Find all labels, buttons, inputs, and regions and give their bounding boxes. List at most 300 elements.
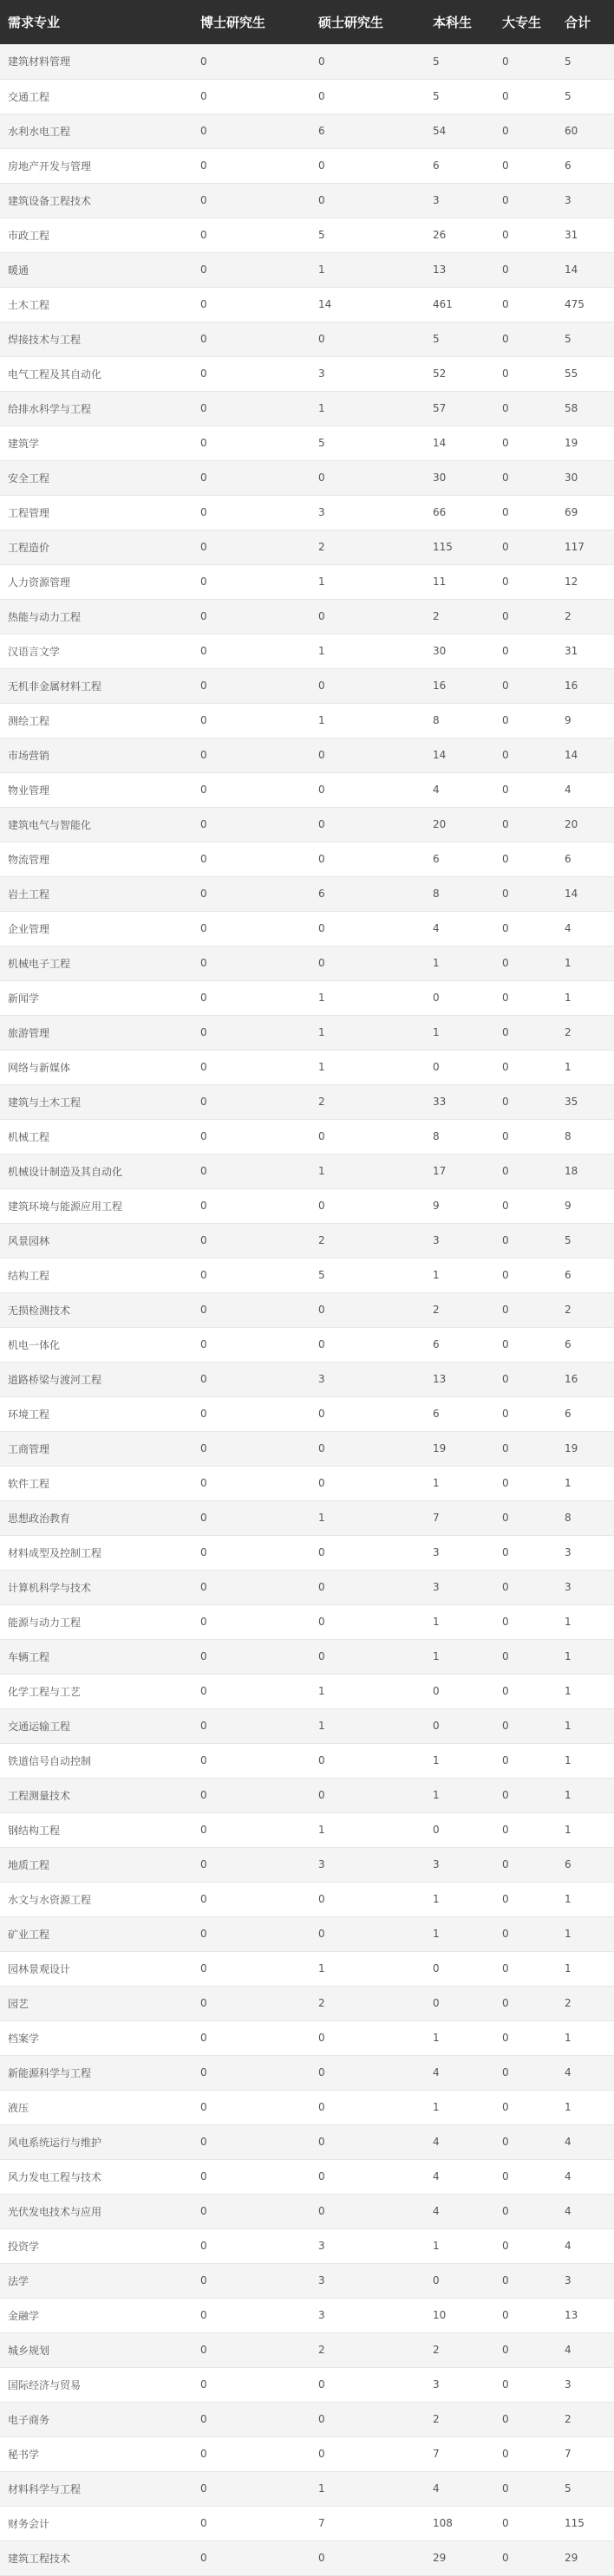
cell-major: 档案学 [0,2020,200,2055]
table-row [0,2159,614,2194]
table-row [0,738,614,772]
cell-master: 0 [318,1882,433,1916]
cell-phd: 0 [200,2194,318,2228]
cell-phd: 0 [200,1188,318,1223]
cell-phd: 0 [200,1050,318,1084]
cell-phd: 0 [200,391,318,426]
cell-master: 0 [318,1188,433,1223]
cell-college: 0 [502,1951,565,1986]
cell-phd: 0 [200,79,318,114]
cell-bachelor: 7 [433,1500,502,1535]
cell-college: 0 [502,530,565,564]
cell-total: 2 [565,1986,614,2020]
cell-college: 0 [502,807,565,842]
table-row [0,807,614,842]
cell-college: 0 [502,2298,565,2332]
cell-master: 0 [318,1743,433,1778]
cell-total: 3 [565,1535,614,1570]
cell-phd: 0 [200,772,318,807]
cell-major: 测绘工程 [0,703,200,738]
cell-college: 0 [502,2436,565,2471]
table-row [0,218,614,252]
cell-phd: 0 [200,2263,318,2298]
cell-bachelor: 0 [433,1812,502,1847]
cell-college: 0 [502,2402,565,2436]
cell-total: 1 [565,1050,614,1084]
cell-master: 1 [318,1951,433,1986]
cell-college: 0 [502,1258,565,1292]
cell-major: 计算机科学与技术 [0,1570,200,1604]
cell-total: 60 [565,114,614,148]
cell-total: 58 [565,391,614,426]
cell-master: 0 [318,668,433,703]
table-row [0,1500,614,1535]
cell-college: 0 [502,946,565,980]
cell-total: 16 [565,1362,614,1396]
table-row [0,1258,614,1292]
cell-major: 园艺 [0,1986,200,2020]
cell-major: 安全工程 [0,460,200,495]
cell-bachelor: 1 [433,946,502,980]
cell-master: 0 [318,1535,433,1570]
cell-master: 1 [318,634,433,668]
cell-major: 软件工程 [0,1466,200,1500]
cell-major: 网络与新媒体 [0,1050,200,1084]
cell-college: 0 [502,218,565,252]
cell-bachelor: 30 [433,460,502,495]
table-row [0,911,614,946]
cell-college: 0 [502,356,565,391]
cell-bachelor: 16 [433,668,502,703]
cell-bachelor: 3 [433,1535,502,1570]
cell-master: 0 [318,946,433,980]
cell-major: 建筑设备工程技术 [0,183,200,218]
cell-major: 投资学 [0,2228,200,2263]
cell-phd: 0 [200,876,318,911]
cell-total: 1 [565,946,614,980]
cell-phd: 0 [200,2367,318,2402]
cell-total: 5 [565,44,614,79]
cell-total: 1 [565,1466,614,1500]
cell-master: 0 [318,44,433,79]
table-row [0,2228,614,2263]
cell-bachelor: 33 [433,1084,502,1119]
cell-master: 0 [318,2020,433,2055]
cell-master: 0 [318,148,433,183]
cell-total: 6 [565,1396,614,1431]
table-row [0,1743,614,1778]
table-row [0,1223,614,1258]
table-row [0,2298,614,2332]
cell-total: 16 [565,668,614,703]
cell-bachelor: 6 [433,148,502,183]
cell-bachelor: 52 [433,356,502,391]
cell-bachelor: 1 [433,2020,502,2055]
cell-total: 14 [565,876,614,911]
cell-major: 建筑学 [0,426,200,460]
cell-bachelor: 13 [433,1362,502,1396]
cell-college: 0 [502,391,565,426]
cell-college: 0 [502,1882,565,1916]
cell-phd: 0 [200,2124,318,2159]
cell-bachelor: 2 [433,599,502,634]
cell-college: 0 [502,1916,565,1951]
cell-phd: 0 [200,1986,318,2020]
cell-college: 0 [502,703,565,738]
cell-phd: 0 [200,356,318,391]
cell-major: 园林景观设计 [0,1951,200,1986]
cell-bachelor: 0 [433,980,502,1015]
cell-college: 0 [502,183,565,218]
cell-major: 岩土工程 [0,876,200,911]
cell-major: 建筑工程技术 [0,2540,200,2575]
cell-college: 0 [502,1500,565,1535]
cell-total: 1 [565,1916,614,1951]
cell-college: 0 [502,79,565,114]
cell-college: 0 [502,634,565,668]
cell-college: 0 [502,911,565,946]
cell-college: 0 [502,2506,565,2540]
cell-college: 0 [502,1327,565,1362]
table-row [0,634,614,668]
header-total: 合计 [565,15,591,30]
cell-total: 1 [565,1778,614,1812]
cell-bachelor: 29 [433,2540,502,2575]
cell-major: 房地产开发与管理 [0,148,200,183]
cell-major: 风力发电工程与技术 [0,2159,200,2194]
table-row [0,44,614,79]
cell-college: 0 [502,1570,565,1604]
header-phd: 博士研究生 [200,15,266,30]
cell-master: 1 [318,1154,433,1188]
cell-major: 企业管理 [0,911,200,946]
table-row [0,114,614,148]
cell-bachelor: 17 [433,1154,502,1188]
cell-master: 0 [318,322,433,356]
cell-college: 0 [502,1223,565,1258]
cell-master: 2 [318,2332,433,2367]
table-row [0,2506,614,2540]
table-row [0,2263,614,2298]
table-row [0,564,614,599]
cell-major: 液压 [0,2090,200,2124]
cell-phd: 0 [200,1292,318,1327]
cell-total: 1 [565,1639,614,1674]
table-row [0,1570,614,1604]
cell-phd: 0 [200,1570,318,1604]
cell-master: 0 [318,1119,433,1154]
cell-college: 0 [502,1778,565,1812]
cell-master: 0 [318,772,433,807]
cell-total: 20 [565,807,614,842]
cell-college: 0 [502,495,565,530]
cell-college: 0 [502,2194,565,2228]
cell-college: 0 [502,1674,565,1708]
table-row [0,148,614,183]
cell-total: 9 [565,703,614,738]
cell-major: 材料成型及控制工程 [0,1535,200,1570]
cell-phd: 0 [200,2540,318,2575]
cell-major: 工程测量技术 [0,1778,200,1812]
cell-total: 31 [565,634,614,668]
cell-bachelor: 26 [433,218,502,252]
cell-bachelor: 8 [433,876,502,911]
cell-bachelor: 0 [433,1050,502,1084]
cell-major: 光伏发电技术与应用 [0,2194,200,2228]
cell-bachelor: 11 [433,564,502,599]
cell-master: 0 [318,1396,433,1431]
cell-total: 31 [565,218,614,252]
cell-bachelor: 461 [433,287,502,322]
cell-bachelor: 0 [433,1986,502,2020]
cell-college: 0 [502,287,565,322]
cell-bachelor: 4 [433,772,502,807]
cell-major: 土木工程 [0,287,200,322]
cell-total: 1 [565,1951,614,1986]
cell-bachelor: 1 [433,2228,502,2263]
cell-major: 电气工程及其自动化 [0,356,200,391]
cell-total: 6 [565,1847,614,1882]
table-row [0,1708,614,1743]
cell-major: 建筑环境与能源应用工程 [0,1188,200,1223]
cell-total: 9 [565,1188,614,1223]
header-major: 需求专业 [8,15,61,30]
cell-major: 风景园林 [0,1223,200,1258]
cell-college: 0 [502,114,565,148]
cell-phd: 0 [200,287,318,322]
cell-phd: 0 [200,1847,318,1882]
cell-master: 6 [318,876,433,911]
cell-bachelor: 108 [433,2506,502,2540]
cell-phd: 0 [200,1674,318,1708]
cell-major: 水文与水资源工程 [0,1882,200,1916]
cell-bachelor: 4 [433,2055,502,2090]
cell-phd: 0 [200,114,318,148]
cell-college: 0 [502,1431,565,1466]
cell-major: 国际经济与贸易 [0,2367,200,2402]
cell-major: 思想政治教育 [0,1500,200,1535]
cell-total: 2 [565,599,614,634]
cell-major: 建筑与土木工程 [0,1084,200,1119]
cell-total: 3 [565,1570,614,1604]
table-row [0,2055,614,2090]
cell-college: 0 [502,1743,565,1778]
cell-bachelor: 1 [433,1916,502,1951]
table-row [0,2194,614,2228]
table-row [0,79,614,114]
cell-total: 1 [565,1882,614,1916]
table-row [0,1119,614,1154]
cell-college: 0 [502,1362,565,1396]
cell-phd: 0 [200,1258,318,1292]
cell-total: 4 [565,911,614,946]
cell-major: 无损检测技术 [0,1292,200,1327]
cell-phd: 0 [200,1778,318,1812]
cell-phd: 0 [200,148,318,183]
cell-phd: 0 [200,460,318,495]
cell-phd: 0 [200,1882,318,1916]
cell-master: 1 [318,564,433,599]
table-row [0,1812,614,1847]
cell-phd: 0 [200,1396,318,1431]
cell-major: 汉语言文学 [0,634,200,668]
cell-total: 1 [565,2020,614,2055]
cell-total: 117 [565,530,614,564]
cell-total: 14 [565,252,614,287]
cell-phd: 0 [200,2055,318,2090]
table-row [0,460,614,495]
header-college: 大专生 [502,15,542,30]
cell-major: 市场营销 [0,738,200,772]
cell-master: 0 [318,599,433,634]
table-row [0,2402,614,2436]
cell-major: 水利水电工程 [0,114,200,148]
cell-master: 14 [318,287,433,322]
cell-total: 5 [565,2471,614,2506]
cell-phd: 0 [200,807,318,842]
cell-major: 建筑材料管理 [0,44,200,79]
cell-master: 0 [318,2540,433,2575]
cell-college: 0 [502,2332,565,2367]
cell-bachelor: 4 [433,2471,502,2506]
cell-bachelor: 54 [433,114,502,148]
cell-phd: 0 [200,599,318,634]
cell-bachelor: 4 [433,911,502,946]
cell-major: 热能与动力工程 [0,599,200,634]
cell-total: 2 [565,2402,614,2436]
cell-total: 6 [565,1327,614,1362]
cell-master: 1 [318,2471,433,2506]
cell-phd: 0 [200,1431,318,1466]
cell-college: 0 [502,1986,565,2020]
cell-phd: 0 [200,634,318,668]
cell-phd: 0 [200,1119,318,1154]
cell-college: 0 [502,460,565,495]
table-row [0,1986,614,2020]
cell-college: 0 [502,2020,565,2055]
table-row [0,1466,614,1500]
table-row [0,599,614,634]
cell-phd: 0 [200,1812,318,1847]
cell-master: 1 [318,1050,433,1084]
cell-phd: 0 [200,2159,318,2194]
cell-college: 0 [502,1154,565,1188]
cell-master: 0 [318,911,433,946]
table-row [0,1050,614,1084]
cell-phd: 0 [200,1223,318,1258]
cell-college: 0 [502,1119,565,1154]
cell-phd: 0 [200,2506,318,2540]
cell-bachelor: 3 [433,1223,502,1258]
cell-major: 旅游管理 [0,1015,200,1050]
cell-bachelor: 3 [433,2367,502,2402]
cell-college: 0 [502,1708,565,1743]
cell-total: 4 [565,2194,614,2228]
cell-bachelor: 1 [433,1258,502,1292]
cell-phd: 0 [200,1500,318,1535]
cell-college: 0 [502,599,565,634]
cell-bachelor: 14 [433,738,502,772]
cell-total: 4 [565,2159,614,2194]
cell-phd: 0 [200,183,318,218]
cell-major: 财务会计 [0,2506,200,2540]
cell-master: 1 [318,1015,433,1050]
cell-total: 1 [565,1743,614,1778]
header-bachelor: 本科生 [433,15,473,30]
cell-bachelor: 3 [433,1570,502,1604]
table-row [0,876,614,911]
cell-bachelor: 13 [433,252,502,287]
table-row [0,2540,614,2575]
cell-total: 5 [565,322,614,356]
table-row [0,1015,614,1050]
cell-master: 1 [318,1812,433,1847]
cell-college: 0 [502,1847,565,1882]
cell-major: 秘书学 [0,2436,200,2471]
table-row [0,1362,614,1396]
cell-major: 地质工程 [0,1847,200,1882]
cell-phd: 0 [200,1639,318,1674]
cell-total: 5 [565,1223,614,1258]
cell-total: 8 [565,1500,614,1535]
cell-master: 0 [318,1327,433,1362]
cell-major: 交通运输工程 [0,1708,200,1743]
cell-bachelor: 1 [433,1639,502,1674]
cell-bachelor: 1 [433,1604,502,1639]
cell-master: 1 [318,703,433,738]
cell-master: 1 [318,252,433,287]
cell-master: 0 [318,1292,433,1327]
cell-major: 钢结构工程 [0,1812,200,1847]
cell-bachelor: 19 [433,1431,502,1466]
table-row [0,426,614,460]
cell-college: 0 [502,1050,565,1084]
cell-college: 0 [502,1466,565,1500]
cell-master: 1 [318,1708,433,1743]
table-row [0,980,614,1015]
cell-major: 法学 [0,2263,200,2298]
cell-total: 6 [565,148,614,183]
cell-bachelor: 0 [433,1708,502,1743]
cell-phd: 0 [200,2332,318,2367]
cell-total: 1 [565,1604,614,1639]
cell-total: 30 [565,460,614,495]
cell-bachelor: 9 [433,1188,502,1223]
table-row [0,2471,614,2506]
cell-phd: 0 [200,44,318,79]
cell-master: 3 [318,2228,433,2263]
table-row [0,1535,614,1570]
cell-bachelor: 115 [433,530,502,564]
cell-bachelor: 6 [433,842,502,876]
cell-bachelor: 1 [433,1466,502,1500]
cell-phd: 0 [200,738,318,772]
cell-bachelor: 8 [433,1119,502,1154]
cell-bachelor: 2 [433,2402,502,2436]
cell-major: 给排水科学与工程 [0,391,200,426]
cell-master: 7 [318,2506,433,2540]
cell-master: 0 [318,2124,433,2159]
cell-master: 0 [318,1466,433,1500]
cell-college: 0 [502,1084,565,1119]
table-row [0,322,614,356]
cell-total: 3 [565,183,614,218]
cell-major: 电子商务 [0,2402,200,2436]
cell-major: 金融学 [0,2298,200,2332]
cell-phd: 0 [200,530,318,564]
cell-major: 城乡规划 [0,2332,200,2367]
cell-master: 0 [318,2367,433,2402]
